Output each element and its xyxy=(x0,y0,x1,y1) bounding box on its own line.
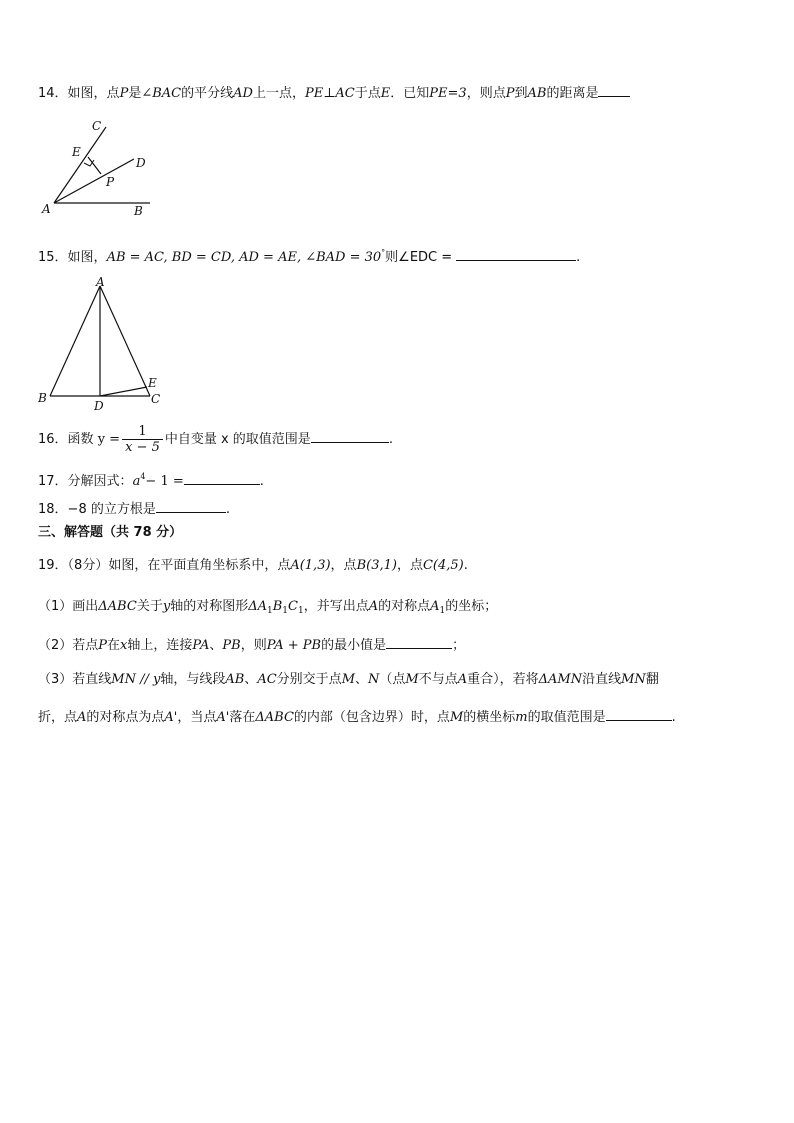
q16-numerator: 1 xyxy=(122,425,163,440)
q19-part1-text: 关于 xyxy=(136,599,163,614)
q19-part3-text: 的内部（包含边界）时，点 xyxy=(293,710,450,725)
q14-text-part: 的平分线 xyxy=(181,86,234,101)
q16-text xyxy=(38,422,393,458)
q19-part3-text: 的横坐标 xyxy=(463,710,516,725)
q19-part3-text: 分别交于点 xyxy=(276,672,342,687)
fig15-line-ac xyxy=(100,286,150,396)
q14-text-part: ，则点 xyxy=(466,86,506,101)
q19-part2-math: PA + PB xyxy=(266,638,322,653)
q19-part1-math: y xyxy=(162,599,171,614)
q19-part3-text: （点 xyxy=(379,672,406,687)
q19-part1-text: 的坐标； xyxy=(445,599,498,614)
q19-part3-math: N xyxy=(368,672,380,687)
q15-text xyxy=(38,244,580,267)
section-3-title: 三、解答题（共 78 分） xyxy=(38,525,183,540)
q14-text xyxy=(38,83,630,103)
q19-part2-text: 、 xyxy=(209,638,223,653)
q14-math: AB xyxy=(527,86,547,101)
q14-text-part: 到 xyxy=(514,86,528,101)
q19-part3-math: M xyxy=(341,672,355,687)
q14-math: AD xyxy=(233,86,253,101)
q19-math: C(4,5) xyxy=(422,558,464,573)
q16-number: 16． xyxy=(38,432,68,447)
q15-math: AB = AC, BD = CD, AD = AE, ∠BAD = 30 xyxy=(106,250,382,265)
q19-part1 xyxy=(38,598,497,620)
q14-text-part: ．已知 xyxy=(390,86,430,101)
q19-part1-math: ΔABC xyxy=(98,599,137,614)
q19-part3-math: m xyxy=(515,710,528,725)
q18-period: . xyxy=(225,502,230,517)
fig15-line-ab xyxy=(50,286,100,396)
q19-part3-text: 轴，与线段 xyxy=(160,672,226,687)
q16-fraction xyxy=(122,425,163,455)
q16-text-part: 函数 xyxy=(67,432,94,447)
q15-text-part: 如图， xyxy=(67,250,107,265)
q19-number: 19． xyxy=(38,558,68,573)
fig15-label-c: C xyxy=(151,392,161,406)
q19-part3-math: M xyxy=(449,710,464,725)
q19-part3-text: （3）若直线 xyxy=(38,672,112,687)
fig14-label-p: P xyxy=(106,175,115,189)
q19-part3-text: 、 xyxy=(244,672,258,687)
q19-part3-math: ΔAMN xyxy=(538,672,583,687)
q19-part3-answer-blank[interactable] xyxy=(606,707,672,721)
q19-part1-math: C xyxy=(288,599,298,614)
q19-part1-math: A xyxy=(368,599,379,614)
q19-part2-text: 在 xyxy=(107,638,121,653)
fig15-label-e: E xyxy=(148,376,157,390)
q19-part1-text: ，并写出点 xyxy=(303,599,369,614)
q19-part2-text: 轴上，连接 xyxy=(127,638,193,653)
q19-part3-math: A' xyxy=(216,710,230,725)
q17-number: 17． xyxy=(38,474,68,489)
q19-part3-math: A' xyxy=(164,710,178,725)
q19-part1-text: 的对称点 xyxy=(378,599,431,614)
q16-period: . xyxy=(388,432,393,447)
q19-part2-text: ，则 xyxy=(240,638,267,653)
q18-text-part: −8 的立方根是 xyxy=(67,502,156,517)
q14-math: ∠BAC xyxy=(141,86,182,101)
fig14-label-d: D xyxy=(136,156,146,170)
q15-degree: ° xyxy=(381,248,386,257)
q19-part3-text: 的取值范围是 xyxy=(527,710,606,725)
q19-part3-math: MN // y xyxy=(111,672,161,687)
fig14-label-a: A xyxy=(42,202,51,216)
q19-part3-math: MN xyxy=(621,672,646,687)
q14-text-part: 是 xyxy=(128,86,142,101)
q17-text-part: 分解因式： xyxy=(67,474,133,489)
q14-math: PE=3 xyxy=(429,86,467,101)
q19-part2-math: P xyxy=(98,638,108,653)
q19-part3-text: 沿直线 xyxy=(582,672,622,687)
q15-text-part: 则∠EDC = xyxy=(385,250,453,265)
fig15-label-b: B xyxy=(38,391,47,405)
q19-part2-math: PB xyxy=(222,638,241,653)
q14-number: 14． xyxy=(38,86,68,101)
q19-part3-period: . xyxy=(671,710,676,725)
q15-number: 15． xyxy=(38,250,68,265)
q19-part3-text: 落在 xyxy=(229,710,256,725)
q19-part2-semicolon: ； xyxy=(452,638,466,653)
q17-period: . xyxy=(259,474,264,489)
q19-part3-line2 xyxy=(38,707,676,727)
q19-part2-answer-blank[interactable] xyxy=(386,635,452,649)
q19-part3-line1 xyxy=(38,671,659,689)
q17-answer-blank[interactable] xyxy=(184,471,260,485)
q19-part3-text: 不与点 xyxy=(418,672,458,687)
q14-answer-blank[interactable] xyxy=(598,83,630,97)
q19-part3-math: A xyxy=(77,710,87,725)
q19-part3-text: ，当点 xyxy=(177,710,217,725)
q18-text xyxy=(38,499,230,519)
q19-text-part: （8分）如图，在平面直角坐标系中，点 xyxy=(67,558,291,573)
q16-answer-blank[interactable] xyxy=(311,429,389,443)
q14-math: PE⊥AC xyxy=(304,86,355,101)
q15-answer-blank[interactable] xyxy=(456,247,576,261)
q19-part3-text: 的对称点为点 xyxy=(86,710,165,725)
q14-text-part: 上一点， xyxy=(252,86,305,101)
fig14-line-ac xyxy=(54,127,106,203)
q19-part1-subscript: 1 xyxy=(282,606,289,616)
q16-text-part: 中自变量 x 的取值范围是 xyxy=(164,432,311,447)
q19-part1-math: A xyxy=(430,599,440,614)
q18-number: 18． xyxy=(38,502,68,517)
fig14-label-c: C xyxy=(92,119,102,133)
q14-math: P xyxy=(119,86,129,101)
q18-answer-blank[interactable] xyxy=(156,499,226,513)
q19-part2-math: x xyxy=(120,638,128,653)
q14-text-part: 于点 xyxy=(354,86,381,101)
fig14-right-angle xyxy=(84,160,94,166)
q16-denominator: x − 5 xyxy=(125,439,160,455)
q16-math: y = xyxy=(97,432,121,447)
q17-math: − 1 = xyxy=(145,474,184,489)
q19-part3-text: 折，点 xyxy=(38,710,78,725)
fig15-label-a: A xyxy=(96,276,105,289)
q19-part3-math: A xyxy=(457,672,468,687)
q19-part2-text: （2）若点 xyxy=(38,638,99,653)
q19-part3-math: AC xyxy=(257,672,277,687)
q19-math: B(3,1) xyxy=(356,558,397,573)
q19-part2-math: PA xyxy=(192,638,210,653)
q19-part1-subscript: 1 xyxy=(266,606,273,616)
q15-figure xyxy=(36,276,166,412)
q14-math: E xyxy=(380,86,391,101)
q19-text-part: ，点 xyxy=(330,558,357,573)
fig14-label-b: B xyxy=(134,204,143,218)
fig14-label-e: E xyxy=(72,145,81,159)
q19-part1-math: B xyxy=(272,599,283,614)
q19-text-part: ，点 xyxy=(396,558,423,573)
q19-part3-math: AB xyxy=(225,672,245,687)
q15-period: . xyxy=(576,250,581,265)
q14-text-part: 的距离是 xyxy=(546,86,599,101)
q19-part3-text: 重合），若将 xyxy=(467,672,539,687)
q17-text xyxy=(38,468,264,491)
q19-part1-text: （1）画出 xyxy=(38,599,99,614)
q19-part3-text: 翻 xyxy=(645,672,659,687)
q17-exponent: 4 xyxy=(140,472,146,481)
q19-text xyxy=(38,557,468,575)
q19-math: A(1,3) xyxy=(290,558,331,573)
fig15-label-d: D xyxy=(94,399,104,412)
q19-part3-math: ΔABC xyxy=(255,710,294,725)
q19-part1-subscript: 1 xyxy=(297,606,304,616)
q14-figure xyxy=(38,115,158,220)
q14-text-part: 如图，点 xyxy=(67,86,120,101)
q19-part3-math: M xyxy=(405,672,419,687)
fig15-line-de xyxy=(100,387,147,396)
q19-period: . xyxy=(463,558,468,573)
q19-part2-text: 的最小值是 xyxy=(321,638,387,653)
q17-math: a xyxy=(132,474,141,489)
q19-part2 xyxy=(38,635,465,655)
q19-part1-subscript: 1 xyxy=(439,606,446,616)
q19-part1-math: ΔA xyxy=(248,599,267,614)
q19-part1-text: 轴的对称图形 xyxy=(170,599,249,614)
q19-part3-text: 、 xyxy=(355,672,369,687)
q14-math: P xyxy=(505,86,515,101)
